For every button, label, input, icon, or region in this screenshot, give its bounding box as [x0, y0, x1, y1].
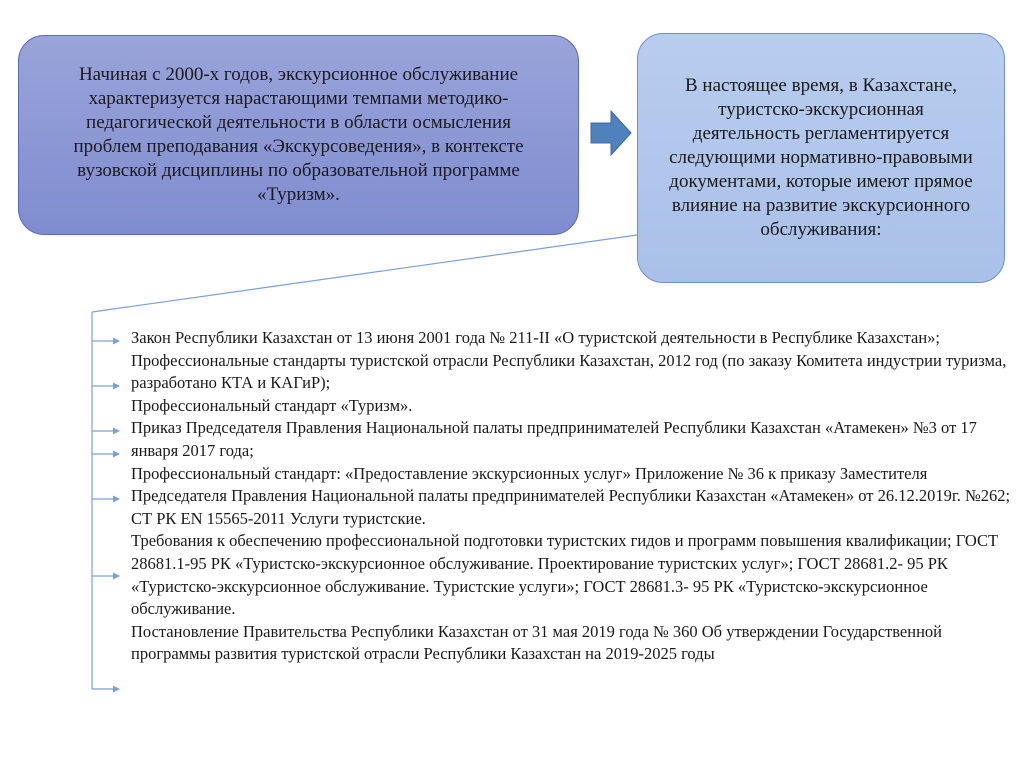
branch-arrowhead: [113, 451, 120, 458]
branch-arrowhead: [113, 686, 120, 693]
list-item: Профессиональный стандарт: «Предоставление экскурсионных услуг» Приложение № 36 к приказу Заместителя Председателя Правления Национальной палаты предпринимателей Республики Казахстан «Атамекен» от 26.12.2019г. №262; СТ РК EN 15565-2011 Услуги туристские.: [131, 463, 1011, 528]
document-list: [131, 327, 1011, 666]
list-item: Профессиональный стандарт «Туризм».: [131, 395, 413, 415]
branch-arrowhead: [113, 496, 120, 503]
branch-arrowhead: [113, 428, 120, 435]
list-item: Постановление Правительства Республики Казахстан от 31 мая 2019 года № 360 Об утверждении Государственной программы развития туристской отрасли Республики Казахстан на 2019-2025 годы: [131, 621, 942, 664]
list-item: Приказ Председателя Правления Национальной палаты предпринимателей Республики Казахстан «Атамекен» №3 от 17 января 2017 года;: [131, 418, 977, 460]
branch-arrowhead: [113, 338, 120, 345]
branch-arrowhead: [113, 383, 120, 390]
list-item: Закон Республики Казахстан от 13 июня 2001 года № 211-II «О туристской деятельности в Республике Казахстан»;: [131, 328, 941, 347]
list-item: Профессиональные стандарты туристской отрасли Республики Казахстан, 2012 год (по заказу Комитета индустрии туризма, разработано КТА и КАГиР);: [131, 350, 1007, 393]
branch-arrowhead: [113, 573, 120, 580]
left-box-text: Начиная с 2000-х годов, экскурсионное обслуживание характеризуется нарастающими темпами методико-педагогической деятельности в области осмысления проблем преподавания «Экскурсоведения», в контексте вузовской дисциплины по образовательной программе «Туризм».: [73, 64, 524, 205]
right-box-text: В настоящее время, в Казахстане, туристско-экскурсионная деятельность регламентируется следующими нормативно-правовыми документами, которые имеют прямое влияние на развитие экскурсионного обслуживания:: [669, 75, 973, 240]
list-item: Требования к обеспечению профессиональной подготовки туристских гидов и программ повышения квалификации; ГОСТ 28681.1-95 РК «Туристско-экскурсионное обслуживание. Проектирование туристских услуг»; ГОСТ 28681.2- 95 РК «Туристско-экскурсионное обслуживание. Туристские услуги»; ГОСТ 28681.3- 95 РК «Туристско-экскурсионное обслуживание.: [131, 531, 999, 619]
diagonal-connector: [92, 235, 637, 312]
